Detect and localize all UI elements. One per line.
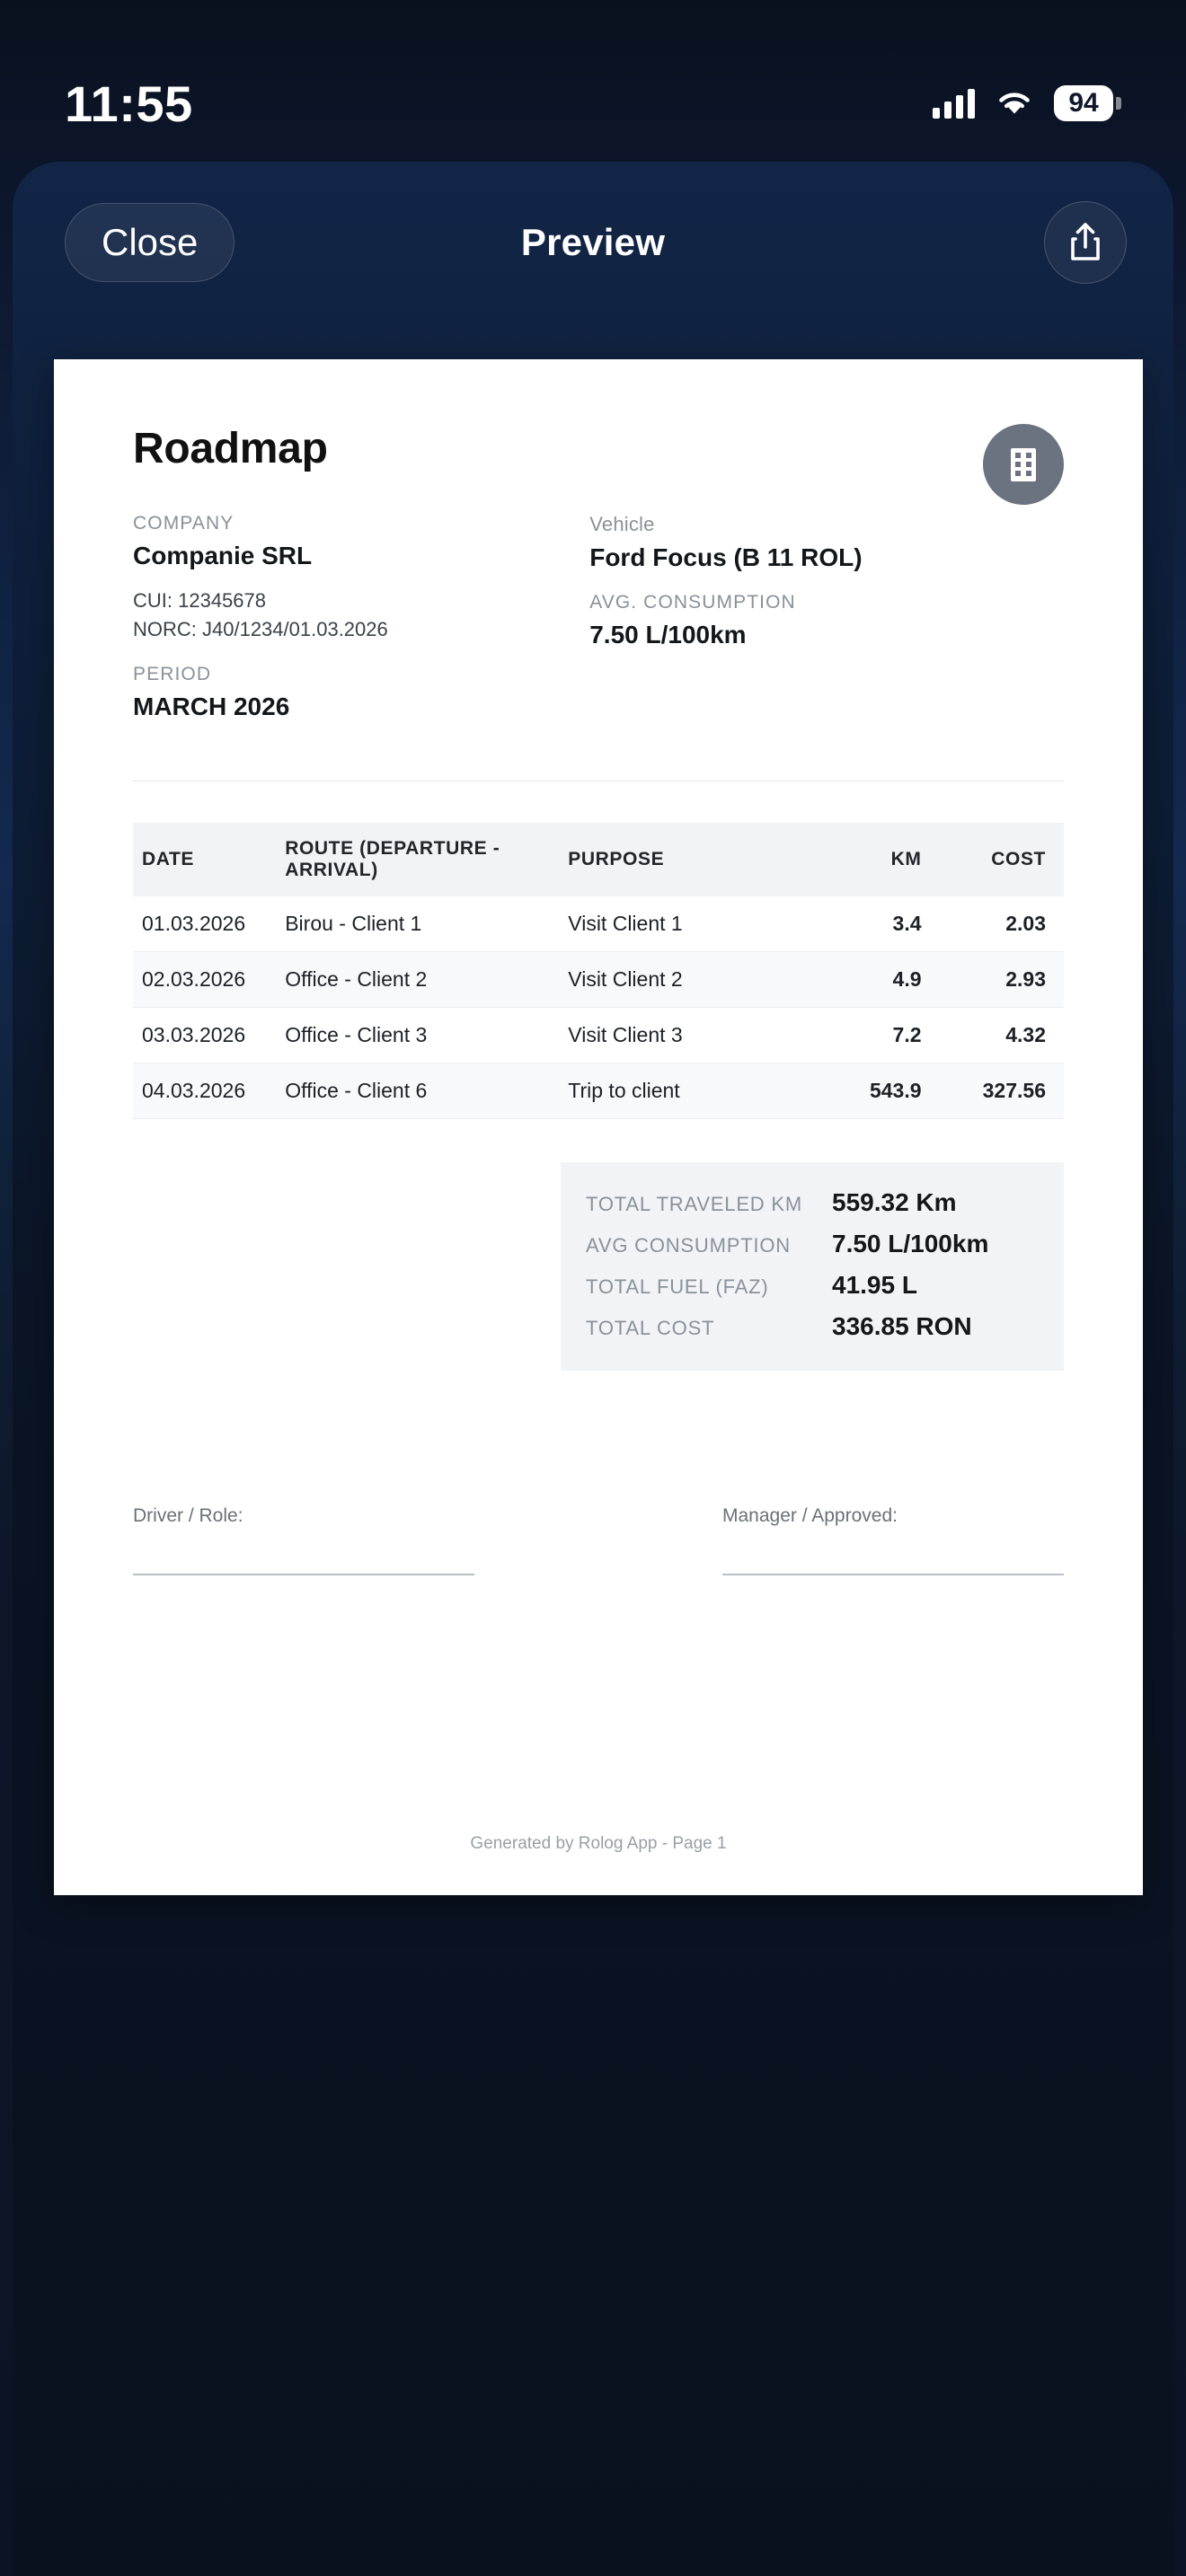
totals-row (586, 1182, 1039, 1223)
cell-date: 02.03.2026 (133, 951, 276, 1007)
total-value: 336.85 RON (832, 1311, 972, 1340)
battery-level: 94 (1054, 85, 1113, 122)
table-row (133, 1007, 1064, 1063)
company-block (133, 513, 589, 644)
avg-consumption-label: AVG. CONSUMPTION (589, 592, 796, 613)
header-km: KM (824, 823, 931, 896)
cell-cost: 4.32 (931, 1007, 1064, 1063)
cell-route: Office - Client 6 (276, 1063, 559, 1118)
driver-signature-line (133, 1574, 474, 1575)
status-bar (0, 0, 1186, 162)
driver-signature-label: Driver / Role: (133, 1504, 243, 1526)
document-title: Roadmap (133, 425, 328, 472)
document-page (54, 359, 1143, 1895)
manager-signature-line (722, 1574, 1064, 1575)
battery-cap (1116, 97, 1121, 110)
vehicle-value: Ford Focus (B 11 ROL) (589, 543, 863, 571)
total-label: TOTAL COST (586, 1316, 715, 1339)
period-label: PERIOD (133, 663, 212, 684)
totals-row (586, 1306, 1039, 1347)
total-value: 559.32 Km (832, 1187, 957, 1216)
table-row (133, 1063, 1064, 1118)
cell-km: 4.9 (824, 951, 931, 1007)
manager-signature (722, 1505, 1064, 1575)
driver-signature (133, 1505, 474, 1575)
period-value: MARCH 2026 (133, 692, 290, 720)
trips-table-head (133, 823, 1064, 896)
table-header-row (133, 823, 1064, 896)
cell-km: 3.4 (824, 896, 931, 952)
vehicle-label: Vehicle (589, 513, 655, 535)
preview-sheet (13, 162, 1173, 2576)
company-column (133, 513, 589, 741)
wifi-icon (995, 89, 1034, 118)
cell-km: 7.2 (824, 1007, 931, 1063)
status-time: 11:55 (65, 75, 193, 132)
total-value: 41.95 L (832, 1270, 917, 1299)
document-footer: Generated by Rolog App - Page 1 (470, 1834, 727, 1853)
trips-table (133, 823, 1064, 1119)
header-route: ROUTE (DEPARTURE - ARRIVAL) (276, 823, 559, 896)
total-label: TOTAL TRAVELED KM (586, 1192, 802, 1215)
page-title: Preview (520, 221, 666, 263)
cell-route: Birou - Client 1 (276, 896, 559, 952)
trips-table-body (133, 896, 1064, 1119)
avg-consumption-block (589, 592, 1064, 649)
avg-consumption-value: 7.50 L/100km (589, 621, 747, 648)
cell-cost: 327.56 (931, 1063, 1064, 1118)
cell-date: 01.03.2026 (133, 896, 276, 952)
cell-km: 543.9 (824, 1063, 931, 1118)
cell-purpose: Trip to client (559, 1063, 824, 1118)
header-date: DATE (133, 823, 276, 896)
table-row (133, 896, 1064, 952)
vehicle-column (589, 513, 1064, 741)
header-cost: COST (931, 823, 1064, 896)
totals-box (561, 1162, 1064, 1371)
cell-purpose: Visit Client 2 (559, 951, 824, 1007)
battery-indicator (1054, 85, 1121, 122)
vehicle-block (589, 513, 1064, 572)
company-name: Companie SRL (133, 542, 313, 569)
cell-purpose: Visit Client 3 (559, 1007, 824, 1063)
status-indicators (933, 85, 1121, 122)
company-building-icon (983, 424, 1064, 505)
cell-route: Office - Client 3 (276, 1007, 559, 1063)
totals-section (133, 1162, 1064, 1371)
company-norc: NORC: J40/1234/01.03.2026 (133, 617, 388, 640)
period-block (133, 664, 589, 721)
share-icon (1067, 221, 1104, 264)
totals-row (586, 1223, 1039, 1265)
company-cui: CUI: 12345678 (133, 589, 266, 612)
cell-cost: 2.93 (931, 951, 1064, 1007)
company-label: COMPANY (133, 513, 235, 534)
signature-section (133, 1505, 1064, 1575)
navigation-bar (13, 162, 1173, 323)
cell-date: 03.03.2026 (133, 1007, 276, 1063)
cellular-signal-icon (933, 88, 975, 119)
total-label: AVG CONSUMPTION (586, 1233, 791, 1257)
cell-cost: 2.03 (931, 896, 1064, 952)
cell-purpose: Visit Client 1 (559, 896, 824, 952)
document-preview-area[interactable] (13, 359, 1173, 2576)
cell-date: 04.03.2026 (133, 1063, 276, 1118)
cell-route: Office - Client 2 (276, 951, 559, 1007)
total-label: TOTAL FUEL (FAZ) (586, 1275, 769, 1298)
totals-row (586, 1265, 1039, 1306)
total-value: 7.50 L/100km (832, 1229, 989, 1257)
share-button[interactable] (1044, 201, 1127, 284)
manager-signature-label: Manager / Approved: (722, 1504, 898, 1526)
header-purpose: PURPOSE (559, 823, 824, 896)
document-meta (133, 513, 1064, 741)
close-button[interactable]: Close (65, 203, 235, 282)
table-row (133, 951, 1064, 1007)
